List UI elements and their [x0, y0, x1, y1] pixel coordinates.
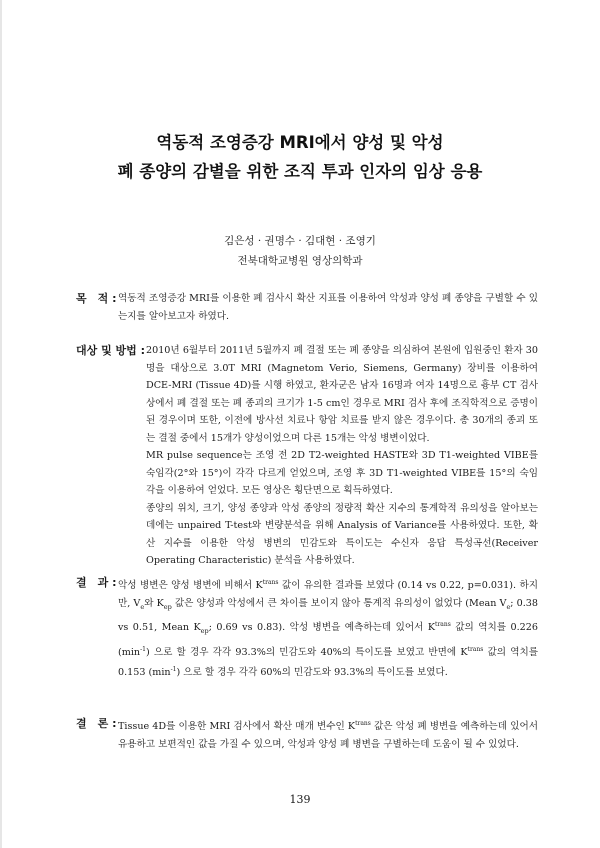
purpose-section: [76, 290, 538, 325]
results-section: [76, 574, 538, 682]
methods-text: [146, 342, 538, 570]
methods-label: 대상 및 방법 :: [76, 344, 146, 357]
conclusion-section: [76, 715, 538, 753]
page-number: 139: [289, 793, 311, 806]
methods-paragraph: 2010년 6월부터 2011년 5월까지 폐 결절 또는 폐 종양을 의심하여 본원에 입원중인 환자 30명을 대상으로 3.0T MRI (Magnetom Verio, Siemens, Germany) 장비를 이용하여 DCE-MRI (Tissue 4D)를 시행 하였고, 환자군은 남자 16명과 여자 14명으로 흉부 CT 검사상에서 폐 결절 또는 폐 종괴의 크기가 1-5 cm인 경우로 MRI 검사 후에 조직학적으로 증명이 된 경우이며 또한, 이전에 방사선 치료나 항암 치료를 받지 않은 경우이다. 총 30개의 종괴 또는 결절 중에서 15개가 양성이었으며 다른 15개는 악성 병변이었다.: [146, 345, 538, 444]
author-block: [0, 231, 600, 271]
conclusion-text: Tissue 4D를 이용한 MRI 검사에서 확산 매개 변수인 $K^{trans}$ 값은 악성 폐 병변을 예측하는데 있어서 유용하고 보편적인 값을 가질 수 있으며, 악성과 양성 폐 병변을 구별하는데 도움이 될 수 있었다.: [118, 720, 538, 750]
title-line-1: 역동적 조영증강 MRI에서 양성 및 악성: [156, 133, 444, 152]
conclusion-label: 결 론 :: [76, 717, 117, 730]
methods-paragraph: 종양의 위치, 크기, 양성 종양과 악성 종양의 정량적 확산 지수의 통계학적 유의성을 알아보는데에는 unpaired T-test와 변량분석을 위해 Analysis of Variance를 사용하였다. 또한, 확산 지수를 이용한 악성 병변의 민감도와 특이도는 수신자 응답 특성곡선(Receiver Operating Characteristic) 분석을 사용하였다.: [146, 502, 538, 566]
title-line-2: 폐 종양의 감별을 위한 조직 투과 인자의 임상 응용: [117, 162, 483, 181]
affiliation: 전북대학교병원 영상의학과: [237, 255, 363, 267]
purpose-text: 역동적 조영증강 MRI를 이용한 폐 검사시 확산 지표를 이용하여 악성과 양성 폐 종양을 구별할 수 있는지를 알아보고자 하였다.: [118, 293, 538, 322]
methods-section: [76, 342, 538, 570]
results-text: 악성 병변은 양성 병변에 비해서 $K^{trans}$ 값이 유의한 결과를 보였다 (0.14 vs 0.22, p=0.031). 하지만, $V_e$와 $K_{ep}$ 값은 양성과 악성에서 큰 차이를 보이지 않아 통계적 유의성이 없었다 (Mean $V_e$; 0.38 vs 0.51, Mean $K_{ep}$; 0.69 vs 0.83). 악성 병변을 예측하는데 있어서 $K^{trans}$ 값의 역치를 0.226 $(\min^{-1})$ 으로 할 경우 각각 93.3%의 민감도와 40%의 특이도를 보였고 반면에 $K^{trans}$ 값의 역치를 0.153 $(\min^{-1})$ 으로 할 경우 각각 60%의 민감도와 93.3%의 특이도를 보였다.: [118, 579, 538, 679]
methods-paragraph: MR pulse sequence는 조영 전 2D T2-weighted HASTE와 3D T1-weighted VIBE를 숙임각(2°와 15°)이 각각 다르게 얻었으며, 조영 후 3D T1-weighted VIBE를 15°의 숙임각을 이용하여 얻었다. 모든 영상은 횡단면으로 획득하였다.: [146, 450, 538, 496]
paper-title: [0, 128, 600, 186]
purpose-label: 목 적 :: [76, 292, 117, 305]
results-label: 결 과 :: [76, 576, 117, 589]
authors: 김은성 · 권명수 · 김대현 · 조영기: [224, 235, 376, 247]
